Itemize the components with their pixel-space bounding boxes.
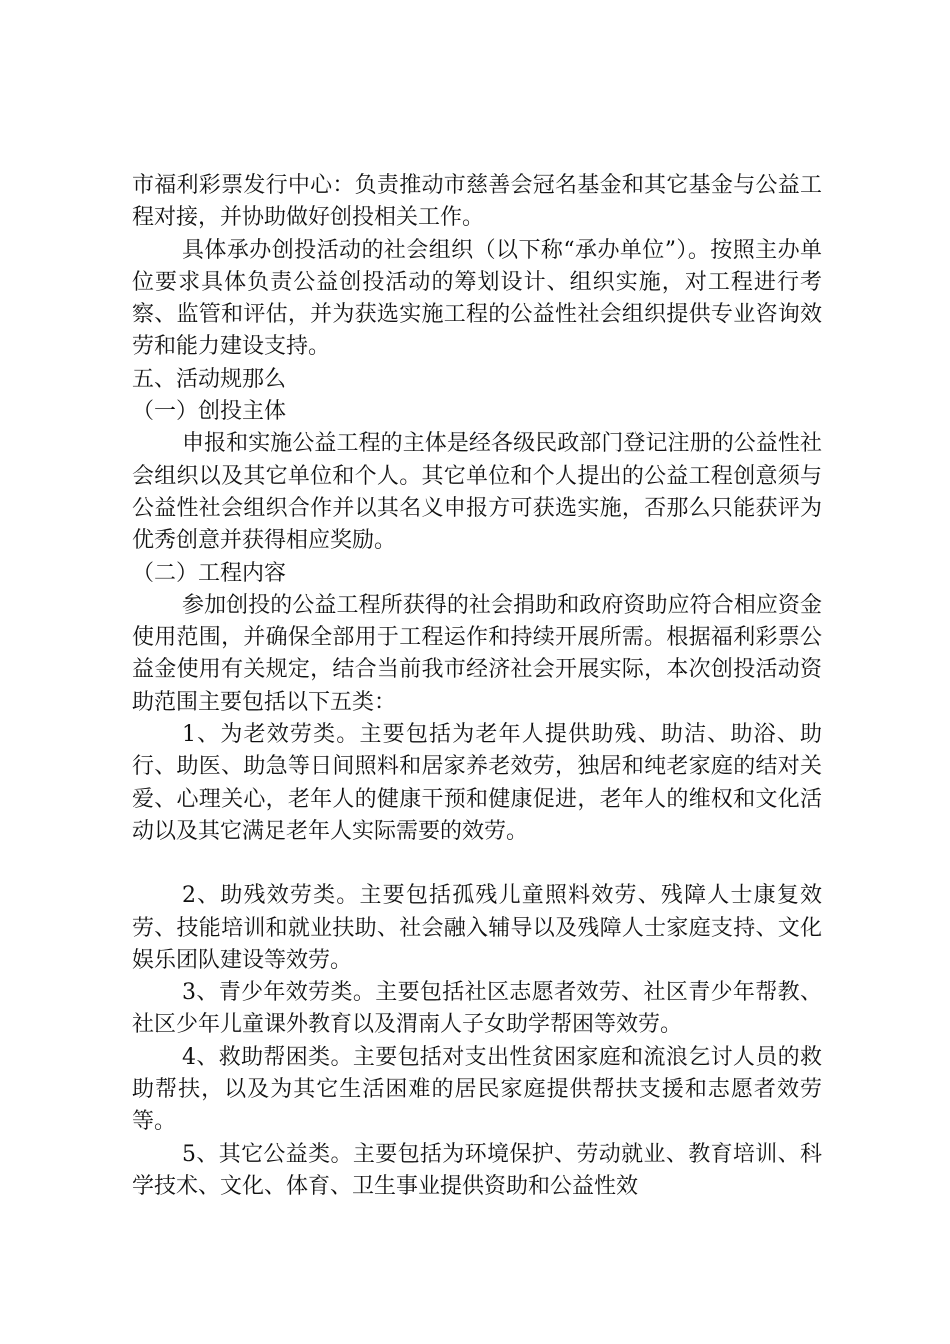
list-item-relief-aid: 4、救助帮困类。主要包括对支出性贫困家庭和流浪乞讨人员的救助帮扶，以及为其它生活困难的居民家庭提供帮扶支援和志愿者效劳等。 <box>132 1044 822 1135</box>
list-item-other-public-welfare: 5、其它公益类。主要包括为环境保护、劳动就业、教育培训、科学技术、文化、体育、卫生事业提供资助和公益性效 <box>132 1141 822 1199</box>
paragraph-project-content: 参加创投的公益工程所获得的社会捐助和政府资助应符合相应资金使用范围，并确保全部用于工程运作和持续开展所需。根据福利彩票公益金使用有关规定，结合当前我市经济社会开展实际，本次创投活动资助范围主要包括以下五类： <box>132 592 822 715</box>
subheading-project-content: （二）工程内容 <box>132 560 287 586</box>
heading-activity-rules: 五、活动规那么 <box>132 366 287 392</box>
list-item-youth-service: 3、青少年效劳类。主要包括社区志愿者效劳、社区青少年帮教、社区少年儿童课外教育以及渭南人子女助学帮困等效劳。 <box>132 980 822 1038</box>
paragraph-investment-subject: 申报和实施公益工程的主体是经各级民政部门登记注册的公益性社会组织以及其它单位和个人。其它单位和个人提出的公益工程创意须与公益性社会组织合作并以其名义申报方可获选实施，否那么只能获评为优秀创意并获得相应奖励。 <box>132 431 822 554</box>
list-item-disability-service: 2、助残效劳类。主要包括孤残儿童照料效劳、残障人士康复效劳、技能培训和就业扶助、社会融入辅导以及残障人士家庭支持、文化娱乐团队建设等效劳。 <box>132 883 822 973</box>
paragraph-lottery-center: 市福利彩票发行中心：负责推动市慈善会冠名基金和其它基金与公益工程对接，并协助做好创投相关工作。 <box>132 173 822 231</box>
paragraph-organizer: 具体承办创投活动的社会组织（以下称“承办单位”）。按照主办单位要求具体负责公益创投活动的筹划设计、组织实施，对工程进行考察、监管和评估，并为获选实施工程的公益性社会组织提供专业咨询效劳和能力建设支持。 <box>132 237 822 360</box>
blank-line <box>132 848 822 880</box>
subheading-investment-subject: （一）创投主体 <box>132 399 287 425</box>
document-body <box>132 170 822 1203</box>
list-item-elderly-service: 1、为老效劳类。主要包括为老年人提供助残、助洁、助浴、助行、助医、助急等日间照料和居家养老效劳，独居和纯老家庭的结对关爱、心理关心，老年人的健康干预和健康促进，老年人的维权和文化活动以及其它满足老年人实际需要的效劳。 <box>132 722 822 844</box>
